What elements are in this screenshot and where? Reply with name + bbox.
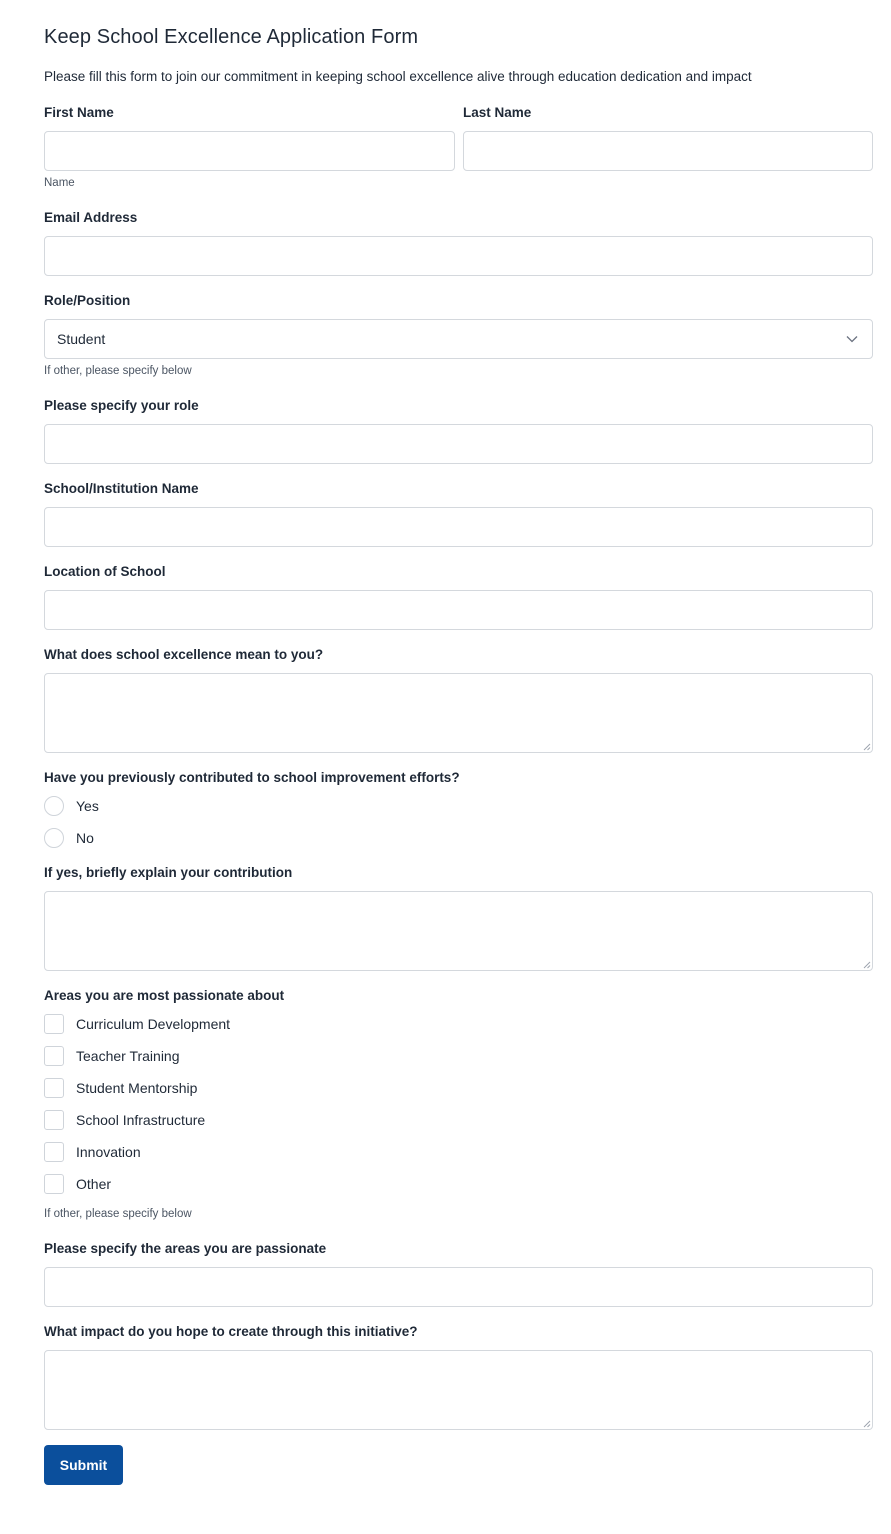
excellence-label: What does school excellence mean to you? xyxy=(44,647,324,662)
impact-label: What impact do you hope to create through this initiative? xyxy=(44,1324,418,1339)
passions-other-label: Please specify the areas you are passionate xyxy=(44,1241,327,1256)
role-other-label: Please specify your role xyxy=(44,398,199,413)
impact-wrapper xyxy=(44,1350,873,1430)
checkbox[interactable] xyxy=(44,1078,64,1098)
impact-textarea[interactable] xyxy=(44,1350,873,1430)
school-label: School/Institution Name xyxy=(44,481,199,496)
checkbox-label: Other xyxy=(76,1176,112,1192)
checkbox-option-infrastructure[interactable] xyxy=(44,1109,205,1131)
contribution-wrapper xyxy=(44,891,873,971)
passions-hint: If other, please specify below xyxy=(44,1208,192,1220)
radio-label: Yes xyxy=(76,798,99,814)
radio-option-yes[interactable] xyxy=(44,795,99,817)
contributed-label: Have you previously contributed to school improvement efforts? xyxy=(44,770,460,785)
email-input[interactable] xyxy=(44,236,873,276)
radio-button[interactable] xyxy=(44,796,64,816)
checkbox[interactable] xyxy=(44,1142,64,1162)
form-description: Please fill this form to join our commitment in keeping school excellence alive through education dedication and impact xyxy=(44,69,752,84)
first-name-label: First Name xyxy=(44,105,114,120)
radio-label: No xyxy=(76,830,94,846)
radio-option-no[interactable] xyxy=(44,827,94,849)
contribution-label: If yes, briefly explain your contribution xyxy=(44,865,293,880)
checkbox-label: Teacher Training xyxy=(76,1048,180,1064)
email-label: Email Address xyxy=(44,210,138,225)
role-other-input[interactable] xyxy=(44,424,873,464)
first-name-input[interactable] xyxy=(44,131,455,171)
resize-handle-icon[interactable] xyxy=(862,1419,871,1428)
excellence-wrapper xyxy=(44,673,873,753)
checkbox-label: Innovation xyxy=(76,1144,141,1160)
checkbox-option-innovation[interactable] xyxy=(44,1141,141,1163)
role-select[interactable] xyxy=(44,319,873,359)
radio-button[interactable] xyxy=(44,828,64,848)
last-name-input[interactable] xyxy=(463,131,873,171)
checkbox-option-curriculum[interactable] xyxy=(44,1013,230,1035)
checkbox-label: Curriculum Development xyxy=(76,1016,231,1032)
location-label: Location of School xyxy=(44,564,166,579)
checkbox-label: Student Mentorship xyxy=(76,1080,198,1096)
passions-other-input[interactable] xyxy=(44,1267,873,1307)
checkbox-option-mentorship[interactable] xyxy=(44,1077,197,1099)
role-hint: If other, please specify below xyxy=(44,365,192,377)
passions-label: Areas you are most passionate about xyxy=(44,988,285,1003)
checkbox[interactable] xyxy=(44,1046,64,1066)
role-label: Role/Position xyxy=(44,293,131,308)
checkbox-option-other[interactable] xyxy=(44,1173,111,1195)
checkbox[interactable] xyxy=(44,1014,64,1034)
checkbox-option-teacher-training[interactable] xyxy=(44,1045,180,1067)
resize-handle-icon[interactable] xyxy=(862,960,871,969)
school-input[interactable] xyxy=(44,507,873,547)
role-selected-value: Student xyxy=(57,331,106,347)
contribution-textarea[interactable] xyxy=(44,891,873,971)
checkbox[interactable] xyxy=(44,1174,64,1194)
checkbox-label: School Infrastructure xyxy=(76,1112,206,1128)
form-title: Keep School Excellence Application Form xyxy=(44,26,419,48)
last-name-label: Last Name xyxy=(463,105,532,120)
checkbox[interactable] xyxy=(44,1110,64,1130)
submit-button[interactable]: Submit xyxy=(44,1445,123,1485)
name-hint: Name xyxy=(44,177,75,189)
excellence-textarea[interactable] xyxy=(44,673,873,753)
location-input[interactable] xyxy=(44,590,873,630)
chevron-down-icon xyxy=(846,333,858,345)
resize-handle-icon[interactable] xyxy=(862,742,871,751)
